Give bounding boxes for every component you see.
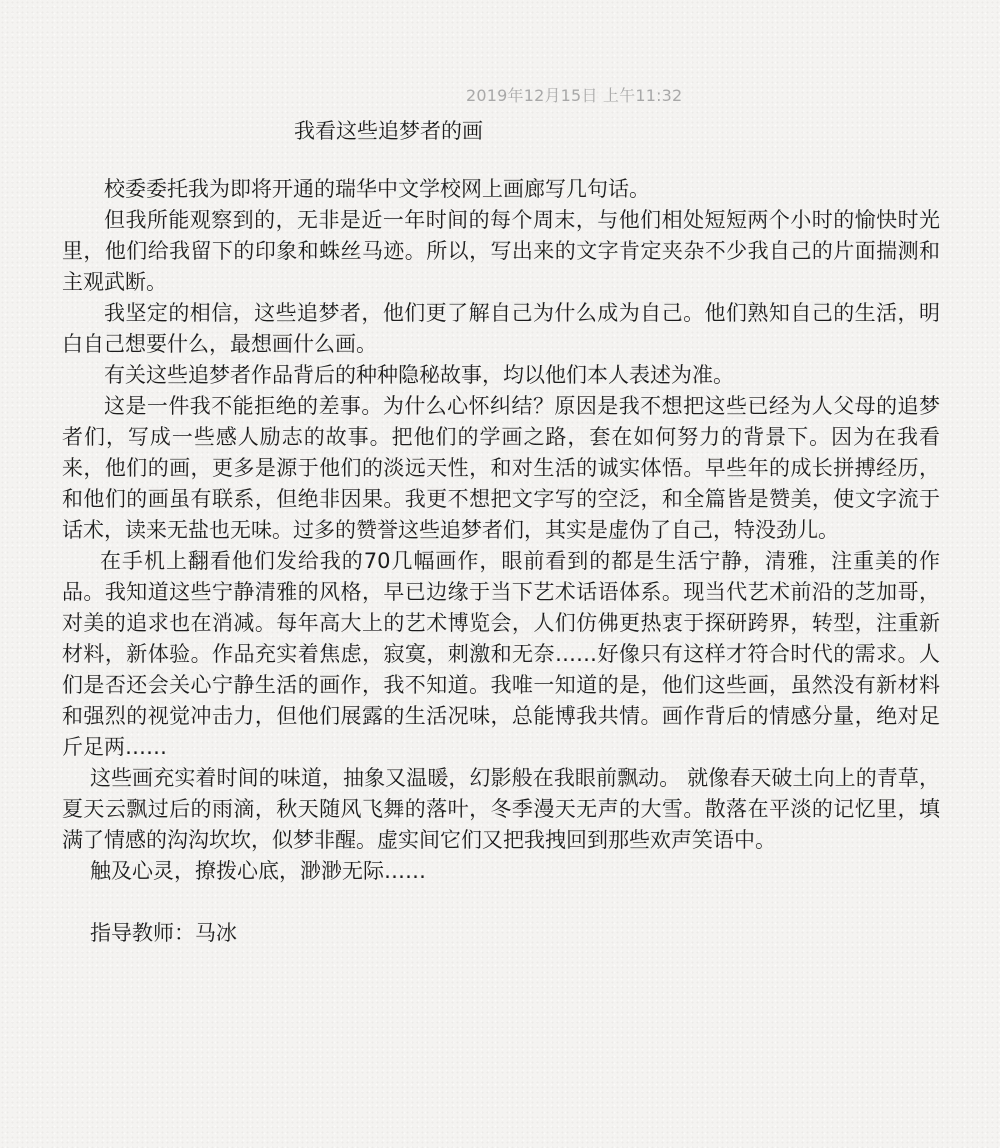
paragraph-1: 校委委托我为即将开通的瑞华中文学校网上画廊写几句话。 xyxy=(104,177,650,201)
paragraph-6: 在手机上翻看他们发给我的70几幅画作，眼前看到的都是生活宁静，清雅，注重美的作品。我知道这些宁静清雅的风格，早已边缘于当下艺术话语体系。现当代艺术前沿的芝加哥，对美的追求也在消减。每年高大上的艺术博览会，人们仿佛更热衷于探研跨界，转型，注重新材料，新体验。作品充实着焦虑，寂寞，刺激和无奈……好像只有这样才符合时代的需求。人们是否还会关心宁静生活的画作，我不知道。我唯一知道的是，他们这些画，虽然没有新材料和强烈的视觉冲击力，但他们展露的生活况味，总能博我共情。画作背后的情感分量，绝对足斤足两…… xyxy=(62,549,940,759)
paragraph-5: 这是一件我不能拒绝的差事。为什么心怀纠结？原因是我不想把这些已经为人父母的追梦者们，写成一些感人励志的故事。把他们的学画之路，套在如何努力的背景下。因为在我看来，他们的画，更多是源于他们的淡远天性，和对生活的诚实体悟。早些年的成长拼搏经历，和他们的画虽有联系，但绝非因果。我更不想把文字写的空泛，和全篇皆是赞美，使文字流于话术，读来无盐也无味。过多的赞誉这些追梦者们，其实是虚伪了自己，特没劲儿。 xyxy=(62,394,940,542)
paragraph-7: 这些画充实着时间的味道，抽象又温暖，幻影般在我眼前飘动。 就像春天破土向上的青草，夏天云飘过后的雨滴，秋天随风飞舞的落叶，冬季漫天无声的大雪。散落在平淡的记忆里，填满了情感的沟沟坎坎，似梦非醒。虚实间它们又把我拽回到那些欢声笑语中。 xyxy=(62,766,940,852)
signature: 指导教师：马冰 xyxy=(90,921,237,945)
spacer xyxy=(62,887,940,918)
paragraph-3: 我坚定的相信，这些追梦者，他们更了解自己为什么成为自己。他们熟知自己的生活，明白自己想要什么，最想画什么画。 xyxy=(62,301,940,356)
note-body xyxy=(62,174,940,949)
note-title: 我看这些追梦者的画 xyxy=(294,119,483,143)
paragraph-4: 有关这些追梦者作品背后的种种隐秘故事，均以他们本人表述为准。 xyxy=(104,363,734,387)
paragraph-8: 触及心灵，撩拨心底，渺渺无际…… xyxy=(90,859,426,883)
paragraph-2: 但我所能观察到的，无非是近一年时间的每个周末，与他们相处短短两个小时的愉快时光里，他们给我留下的印象和蛛丝马迹。所以，写出来的文字肯定夹杂不少我自己的片面揣测和主观武断。 xyxy=(62,208,940,294)
note-timestamp: 2019年12月15日 上午11:32 xyxy=(466,86,683,105)
